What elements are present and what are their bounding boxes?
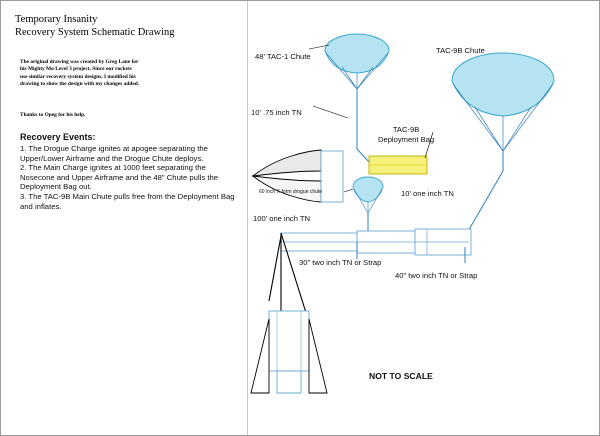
recovery-event-1: 1. The Drogue Charge ignites at apogee separating the Upper/Lower Airframe and the Drogue Chute deploys.	[20, 144, 208, 163]
recovery-event-3: 3. The TAC-9B Main Chute pulls free from the Deployment Bag and inflates.	[20, 192, 235, 211]
credit-note: The original drawing was created by Greg Lane for his Mighty Mo Level 3 project. Since our rockets use similar recovery system designs, I modified his drawing to show the design with my changes added.	[20, 59, 140, 88]
label-drogue-chute: 60 inch X-form drogue chute	[259, 189, 323, 195]
tac9b-to-airframe-line	[467, 151, 503, 233]
nosecone-shoulder	[321, 151, 343, 202]
label-tac9b-chute: TAC-9B Chute	[436, 46, 485, 55]
label-not-to-scale: NOT TO SCALE	[369, 371, 433, 381]
page-title-line-2: Recovery System Schematic Drawing	[15, 27, 175, 38]
drogue-chute	[353, 177, 383, 233]
deployment-bag	[369, 156, 427, 174]
label-100ft-one-inch-tn: 100' one inch TN	[253, 214, 311, 223]
tac1-to-bag-line	[357, 89, 369, 162]
label-10ft-75-tn: 10' .75 inch TN	[251, 108, 302, 117]
label-strap-30: 30" two inch TN or Strap	[299, 258, 382, 267]
label-strap-40: 40" two inch TN or Strap	[395, 271, 478, 280]
diagram-canvas	[247, 1, 600, 436]
lower-body-tube	[269, 311, 309, 371]
label-deployment-bag-line1: TAC-9B	[392, 125, 420, 134]
recovery-events-heading: Recovery Events:	[20, 132, 96, 142]
tac9b-chute-canopy	[452, 53, 554, 116]
label-10ft-one-inch-tn: 10' one inch TN	[401, 189, 454, 198]
label-tac1-chute: 48' TAC-1 Chute	[255, 52, 311, 61]
label-deployment-bag-line2: Deployment Bag	[378, 135, 435, 144]
thanks-note: Thanks to Opeg for his help.	[20, 112, 86, 118]
tac1-chute-canopy	[325, 34, 389, 73]
page-title-line-1: Temporary Insanity	[15, 14, 98, 25]
label-deployment-bag	[378, 125, 434, 145]
recovery-event-2: 2. The Main Charge ignites at 1000 feet separating the Nosecone and Upper Airframe and the 48" Chute pulls the Deployment Bag out.	[20, 163, 219, 192]
